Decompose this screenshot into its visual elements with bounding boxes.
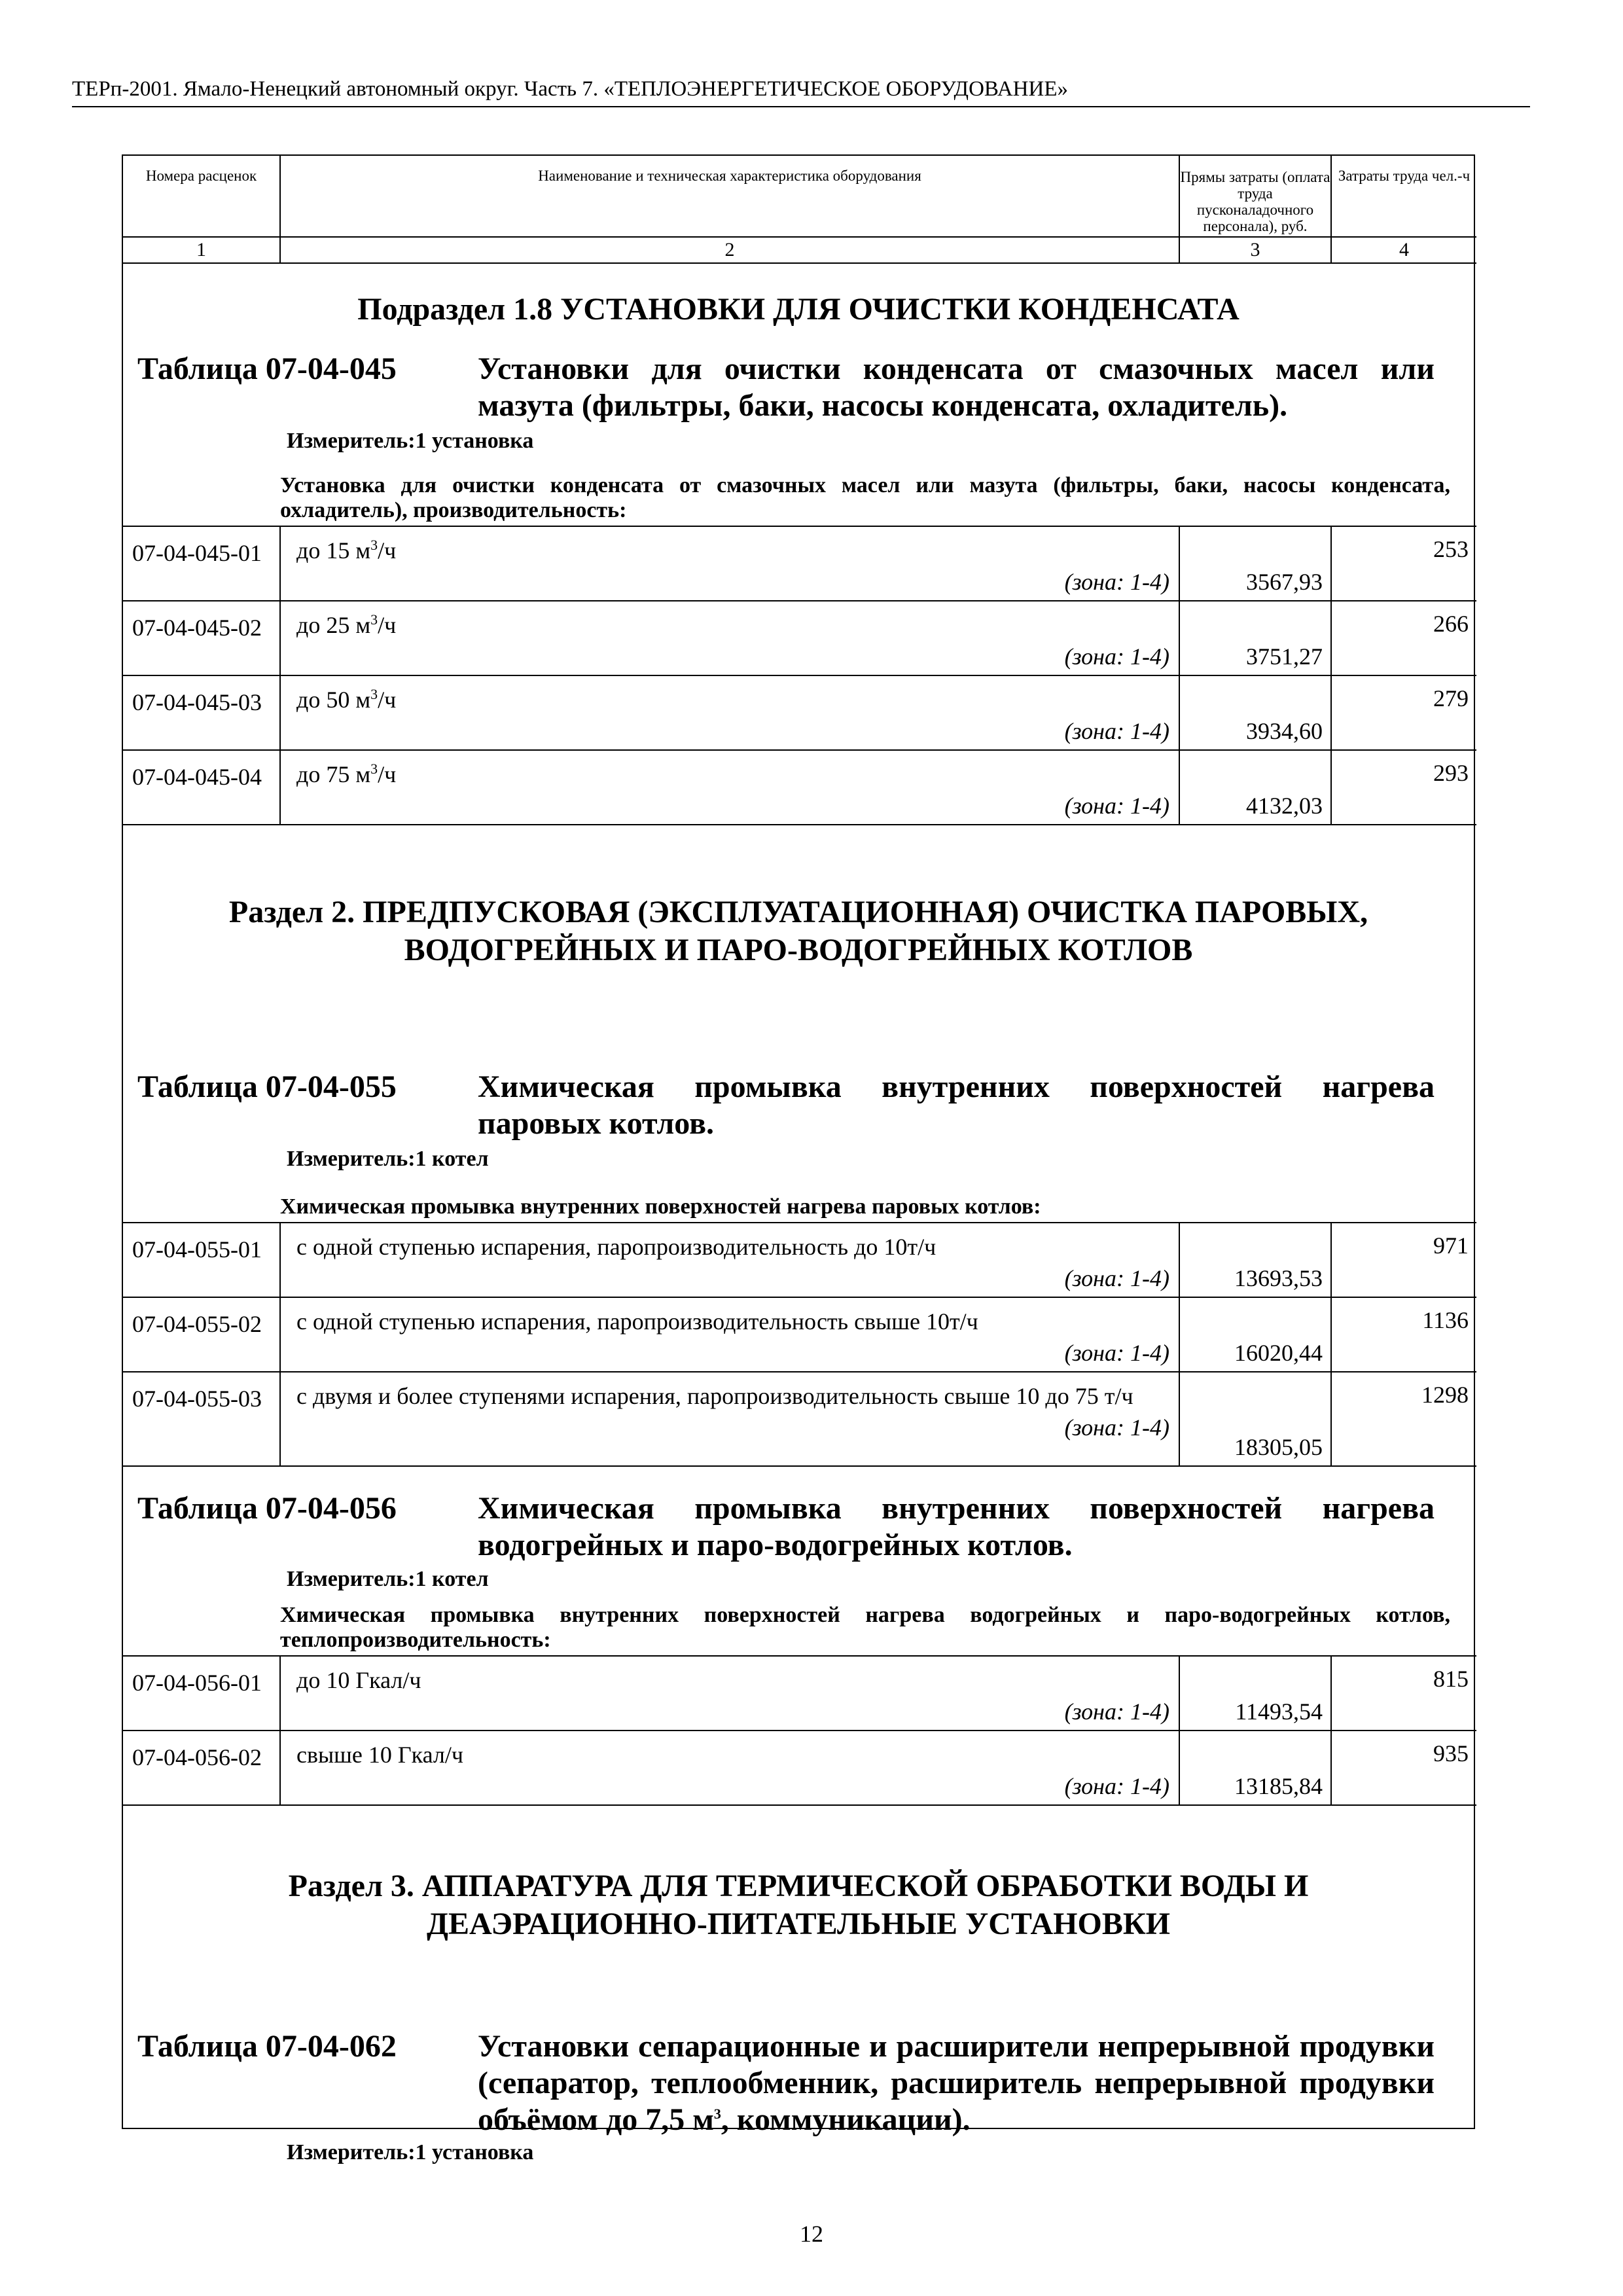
table-measure: Измеритель:1 установка	[287, 2140, 534, 2164]
superscript: 3	[370, 611, 378, 628]
superscript: 3	[370, 686, 378, 702]
capacity-text: до 25 м	[296, 612, 371, 638]
unit-text: /ч	[378, 612, 397, 638]
col-header-description: Наименование и техническая характеристика оборудования	[280, 156, 1179, 237]
table-row	[123, 526, 1476, 601]
labor-hours: 815	[1331, 1656, 1476, 1731]
table-056-heading	[123, 1467, 1474, 1564]
capacity-text: до 50 м	[296, 687, 371, 713]
group-heading: Химическая промывка внутренних поверхностей нагрева водогрейных и паро-водогрейных котлов, теплопроизводительность:	[123, 1600, 1476, 1656]
labor-hours: 971	[1331, 1223, 1476, 1297]
zone-label: (зона: 1-4)	[1064, 718, 1169, 744]
direct-cost: 3751,27	[1179, 601, 1331, 675]
rate-description	[280, 1297, 1179, 1372]
rate-code: 07-04-045-04	[123, 750, 280, 825]
table-056-heading-block	[123, 1467, 1474, 1600]
table-row	[123, 1731, 1476, 1805]
unit-text: /ч	[378, 537, 397, 564]
rate-code: 07-04-055-01	[123, 1223, 280, 1297]
table-title: Химическая промывка внутренних поверхностей нагрева паровых котлов.	[478, 1069, 1435, 1141]
running-header: ТЕРп-2001. Ямало-Ненецкий автономный округ. Часть 7. «ТЕПЛОЭНЕРГЕТИЧЕСКОЕ ОБОРУДОВАНИЕ»	[72, 77, 1068, 101]
table-045-heading	[123, 351, 1474, 424]
rate-description	[280, 1731, 1179, 1805]
direct-cost: 18305,05	[1179, 1372, 1331, 1466]
title-text-end: , коммуникации).	[721, 2102, 971, 2137]
table-measure: Измеритель:1 котел	[287, 1567, 489, 1591]
section-title-line-1: Раздел 2. ПРЕДПУСКОВАЯ (ЭКСПЛУАТАЦИОННАЯ) ОЧИСТКА ПАРОВЫХ,	[228, 895, 1368, 929]
rate-code: 07-04-045-02	[123, 601, 280, 675]
col-header-codes: Номера расценок	[123, 156, 280, 237]
zone-label: (зона: 1-4)	[1064, 793, 1169, 819]
section-title-line-2: ВОДОГРЕЙНЫХ И ПАРО-ВОДОГРЕЙНЫХ КОТЛОВ	[404, 933, 1193, 967]
rate-code: 07-04-055-02	[123, 1297, 280, 1372]
zone-label: (зона: 1-4)	[1064, 1698, 1169, 1725]
rate-description	[280, 675, 1179, 750]
col-number-1: 1	[123, 237, 280, 263]
rate-code: 07-04-056-01	[123, 1656, 280, 1731]
table-row	[123, 675, 1476, 750]
table-number: Таблица 07-04-055	[137, 1069, 397, 1104]
table-title: Установки для очистки конденсата от смазочных масел или мазута (фильтры, баки, насосы конденсата, охладитель).	[478, 351, 1435, 423]
section-title-line-2: ДЕАЭРАЦИОННО-ПИТАТЕЛЬНЫЕ УСТАНОВКИ	[426, 1907, 1171, 1941]
zone-label: (зона: 1-4)	[1064, 569, 1169, 595]
table-062-heading	[123, 2028, 1474, 2138]
rate-description	[280, 1656, 1179, 1731]
rate-code: 07-04-056-02	[123, 1731, 280, 1805]
direct-cost: 13693,53	[1179, 1223, 1331, 1297]
unit-text: /ч	[378, 761, 397, 787]
table-056	[123, 1600, 1476, 1806]
table-045	[123, 471, 1476, 825]
description-text: до 10 Гкал/ч	[296, 1667, 421, 1693]
capacity-text: до 15 м	[296, 537, 371, 564]
zone-label: (зона: 1-4)	[1064, 1265, 1169, 1291]
table-row	[123, 1656, 1476, 1731]
group-heading: Химическая промывка внутренних поверхностей нагрева паровых котлов:	[123, 1192, 1476, 1223]
rate-description	[280, 526, 1179, 601]
table-row	[123, 750, 1476, 825]
labor-hours: 1298	[1331, 1372, 1476, 1466]
superscript: 3	[370, 761, 378, 777]
table-number: Таблица 07-04-056	[137, 1491, 397, 1526]
zone-label: (зона: 1-4)	[1064, 1414, 1169, 1441]
superscript: 3	[370, 537, 378, 553]
description-text: с одной ступенью испарения, паропроизводительность до 10т/ч	[296, 1234, 936, 1260]
section-2-heading-block	[123, 825, 1474, 1192]
rate-code: 07-04-045-01	[123, 526, 280, 601]
price-table-frame	[122, 154, 1475, 2164]
labor-hours: 1136	[1331, 1297, 1476, 1372]
direct-cost: 3934,60	[1179, 675, 1331, 750]
description-text: свыше 10 Гкал/ч	[296, 1742, 463, 1768]
table-055	[123, 1192, 1476, 1467]
labor-hours: 253	[1331, 526, 1476, 601]
table-measure: Измеритель:1 котел	[287, 1147, 489, 1171]
table-number: Таблица 07-04-062	[137, 2029, 397, 2064]
superscript: 3	[713, 2106, 721, 2122]
group-heading: Установка для очистки конденсата от смазочных масел или мазута (фильтры, баки, насосы конденсата, охладитель), производительность:	[123, 471, 1476, 526]
zone-label: (зона: 1-4)	[1064, 1773, 1169, 1799]
direct-cost: 13185,84	[1179, 1731, 1331, 1805]
section-3-heading-block	[123, 1806, 1474, 2166]
col-number-3: 3	[1179, 237, 1331, 263]
capacity-text: до 75 м	[296, 761, 371, 787]
rate-code: 07-04-055-03	[123, 1372, 280, 1466]
direct-cost: 4132,03	[1179, 750, 1331, 825]
rate-description	[280, 1223, 1179, 1297]
direct-cost: 11493,54	[1179, 1656, 1331, 1731]
subsection-1-8-heading-block	[123, 264, 1474, 471]
description-text: с двумя и более ступенями испарения, паропроизводительность свыше 10 до 75 т/ч	[296, 1383, 1133, 1409]
description-text: с одной ступенью испарения, паропроизводительность свыше 10т/ч	[296, 1308, 978, 1335]
page-number: 12	[800, 2221, 823, 2247]
title-text: Установки сепарационные и расширители непрерывной продувки (сепаратор, теплообменник, расширитель непрерывной продувки объёмом до 7,5 м	[478, 2029, 1435, 2137]
table-title: Химическая промывка внутренних поверхностей нагрева водогрейных и паро-водогрейных котлов.	[478, 1491, 1435, 1562]
table-title	[478, 2028, 1435, 2138]
header-rule	[72, 106, 1530, 107]
zone-label: (зона: 1-4)	[1064, 1340, 1169, 1366]
labor-hours: 266	[1331, 601, 1476, 675]
table-measure: Измеритель:1 установка	[287, 429, 534, 453]
col-number-2: 2	[280, 237, 1179, 263]
col-number-4: 4	[1331, 237, 1476, 263]
labor-hours: 935	[1331, 1731, 1476, 1805]
subsection-title: Подраздел 1.8 УСТАНОВКИ ДЛЯ ОЧИСТКИ КОНДЕНСАТА	[357, 292, 1240, 327]
col-header-labor: Затраты труда чел.-ч	[1331, 156, 1476, 237]
zone-label: (зона: 1-4)	[1064, 643, 1169, 670]
table-row	[123, 601, 1476, 675]
table-number: Таблица 07-04-045	[137, 351, 397, 386]
direct-cost: 16020,44	[1179, 1297, 1331, 1372]
section-title-line-1: Раздел 3. АППАРАТУРА ДЛЯ ТЕРМИЧЕСКОЙ ОБРАБОТКИ ВОДЫ И	[288, 1869, 1309, 1903]
labor-hours: 293	[1331, 750, 1476, 825]
col-header-direct-costs: Прямы затраты (оплата труда пусконаладочного персонала), руб.	[1179, 156, 1331, 237]
rate-description	[280, 1372, 1179, 1466]
labor-hours: 279	[1331, 675, 1476, 750]
direct-cost: 3567,93	[1179, 526, 1331, 601]
unit-text: /ч	[378, 687, 397, 713]
rate-description	[280, 750, 1179, 825]
table-row	[123, 1297, 1476, 1372]
table-row	[123, 1372, 1476, 1466]
column-header-table	[123, 156, 1476, 264]
table-055-heading	[123, 1069, 1474, 1142]
rate-description	[280, 601, 1179, 675]
table-row	[123, 1223, 1476, 1297]
rate-code: 07-04-045-03	[123, 675, 280, 750]
